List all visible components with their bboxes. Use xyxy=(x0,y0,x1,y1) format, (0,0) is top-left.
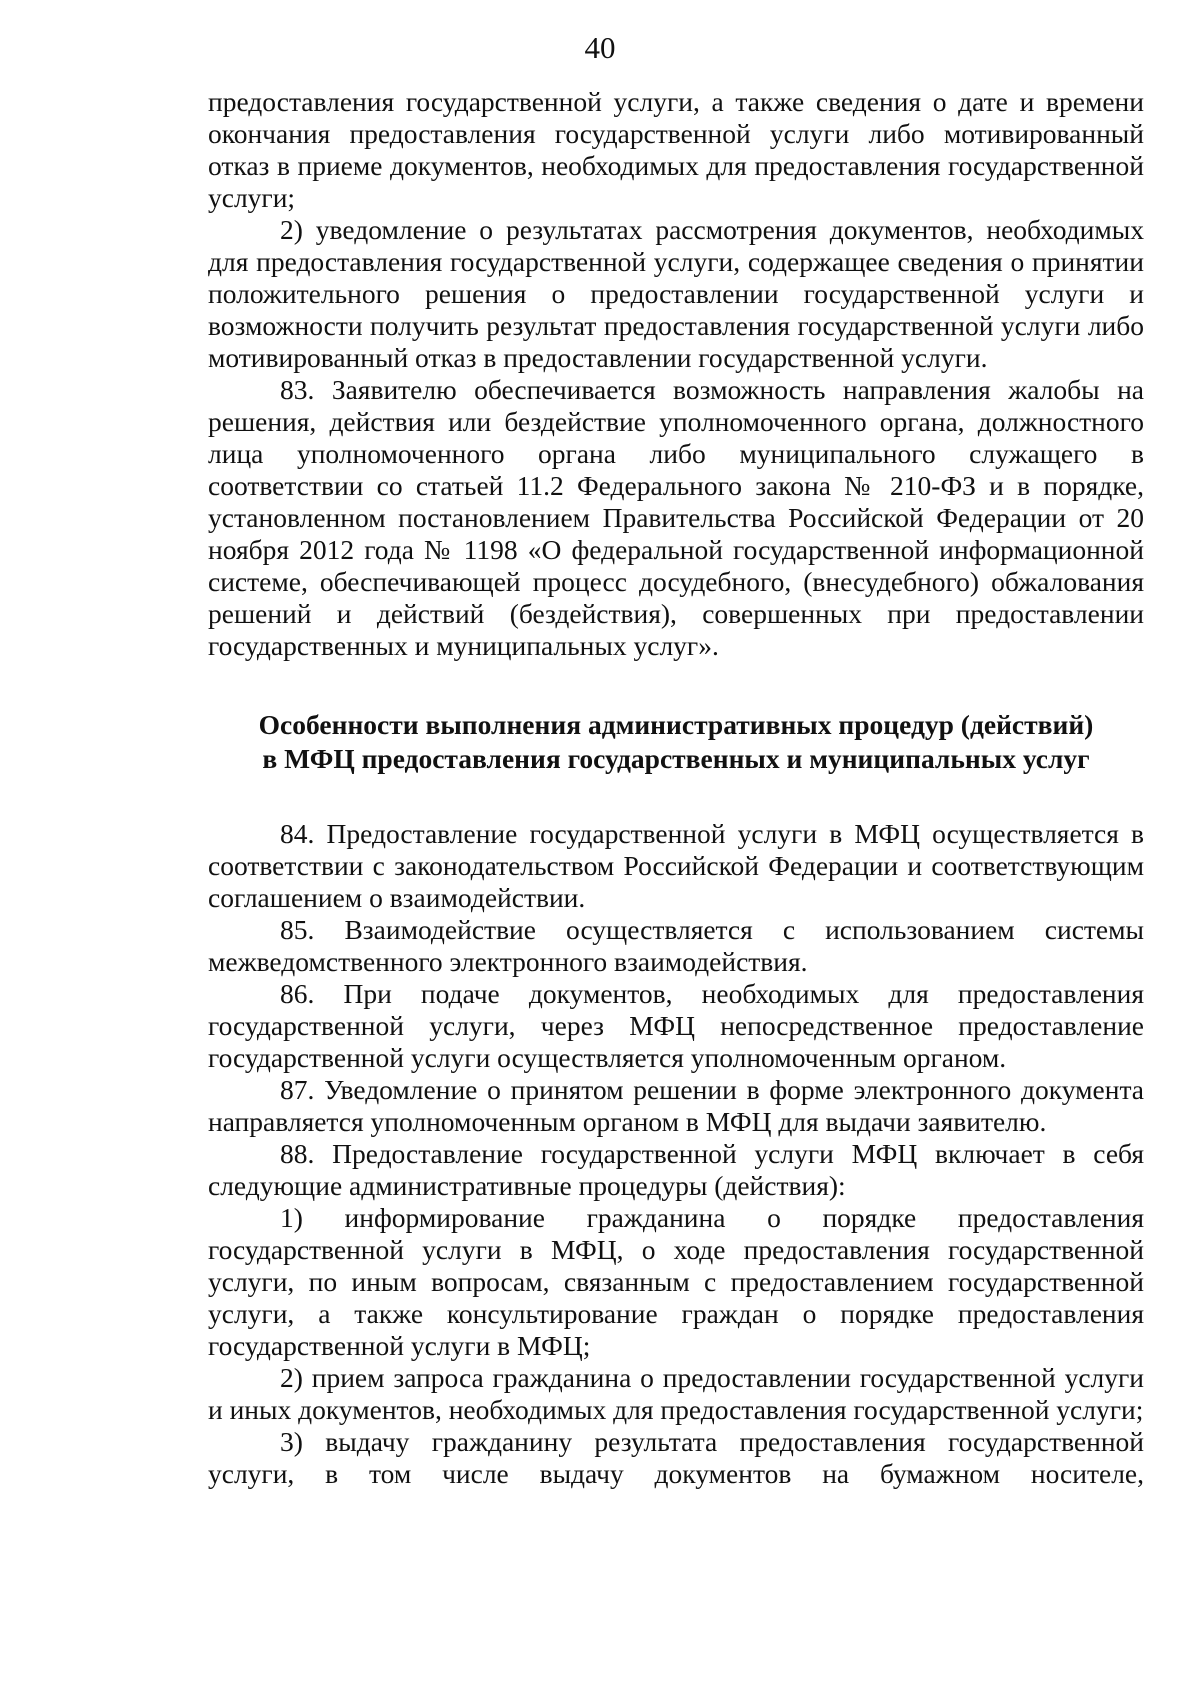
paragraph: 2) уведомление о результатах рассмотрения документов, необходимых для предоставления государственной услуги, содержащее сведения о принятии положительного решения о предоставлении государственной услуги и возможности получить результат предоставления государственной услуги либо мотивированный отказ в предоставлении государственной услуги. xyxy=(208,214,1144,373)
paragraph: 1) информирование гражданина о порядке предоставления государственной услуги в МФЦ, о ходе предоставления государственной услуги, по иным вопросам, связанным с предоставлением государственной услуги, а также консультирование граждан о порядке предоставления государственной услуги в МФЦ; xyxy=(208,1202,1144,1361)
section-heading-line: в МФЦ предоставления государственных и муниципальных услуг xyxy=(262,743,1090,774)
paragraph: 3) выдачу гражданину результата предоставления государственной услуги, в том числе выдачу документов на бумажном носителе, xyxy=(208,1426,1144,1489)
section-heading-line: Особенности выполнения административных процедур (действий) xyxy=(258,709,1094,740)
document-body xyxy=(208,86,1144,1490)
paragraph: 84. Предоставление государственной услуги в МФЦ осуществляется в соответствии с законодательством Российской Федерации и соответствующим соглашением о взаимодействии. xyxy=(208,818,1144,913)
paragraph: 87. Уведомление о принятом решении в форме электронного документа направляется уполномоченным органом в МФЦ для выдачи заявителю. xyxy=(208,1074,1144,1137)
paragraph: 83. Заявителю обеспечивается возможность направления жалобы на решения, действия или бездействие уполномоченного органа, должностного лица уполномоченного органа либо муниципального служащего в соответствии со статьей 11.2 Федерального закона № 210-ФЗ и в порядке, установленном постановлением Правительства Российской Федерации от 20 ноября 2012 года № 1198 «О федеральной государственной информационной системе, обеспечивающей процесс досудебного, (внесудебного) обжалования решений и действий (бездействия), совершенных при предоставлении государственных и муниципальных услуг». xyxy=(208,374,1144,661)
section-heading xyxy=(208,708,1144,776)
page-number: 40 xyxy=(584,30,616,65)
paragraph: 2) прием запроса гражданина о предоставлении государственной услуги и иных документов, необходимых для предоставления государственной услуги; xyxy=(208,1362,1144,1425)
paragraph: предоставления государственной услуги, а также сведения о дате и времени окончания предоставления государственной услуги либо мотивированный отказ в приеме документов, необходимых для предоставления государственной услуги; xyxy=(208,86,1144,213)
paragraphs-after-heading xyxy=(208,818,1144,1490)
paragraph: 88. Предоставление государственной услуги МФЦ включает в себя следующие административные процедуры (действия): xyxy=(208,1138,1144,1201)
paragraph: 85. Взаимодействие осуществляется с использованием системы межведомственного электронного взаимодействия. xyxy=(208,914,1144,977)
paragraph: 86. При подаче документов, необходимых для предоставления государственной услуги, через МФЦ непосредственное предоставление государственной услуги осуществляется уполномоченным органом. xyxy=(208,978,1144,1073)
paragraphs-before-heading xyxy=(208,86,1144,662)
